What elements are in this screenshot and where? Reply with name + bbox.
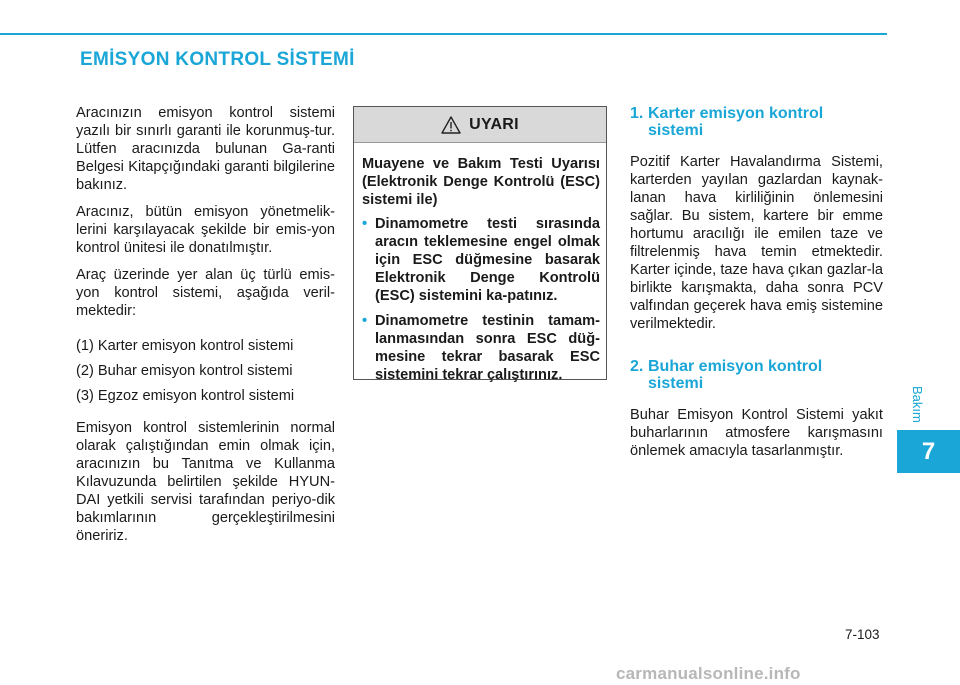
heading-text: Buhar emisyon kontrol bbox=[648, 358, 823, 375]
evaporative-paragraph: Buhar Emisyon Kontrol Sistemi yakıt buharlarının atmosfere karışmasını önlemek amacıyla tasarlanmıştır. bbox=[630, 407, 883, 459]
heading-evaporative bbox=[630, 358, 883, 392]
section-title: EMİSYON KONTROL SİSTEMİ bbox=[80, 49, 355, 70]
intro-paragraph: Aracınızın emisyon kontrol sistemi yazılı bir sınırlı garanti ile korunmuş-tur. Lütfen aracınızda bulunan Ga-ranti Belgesi Kitapçığındaki garanti bilgilerine bakınız. bbox=[76, 105, 335, 193]
warning-intro: Muayene ve Bakım Testi Uyarısı (Elektronik Denge Kontrolü (ESC) sistemi ile) bbox=[362, 156, 600, 208]
warning-header bbox=[354, 107, 606, 143]
heading-text-continued: sistemi bbox=[648, 375, 704, 392]
warning-triangle-icon bbox=[441, 116, 461, 134]
list-item: (2) Buhar emisyon kontrol sistemi bbox=[76, 363, 293, 379]
heading-number: 1. bbox=[630, 105, 644, 122]
watermark: carmanualsonline.info bbox=[616, 664, 801, 683]
warning-bullet bbox=[362, 215, 600, 305]
heading-text: Karter emisyon kontrol bbox=[648, 105, 824, 122]
header-rule bbox=[0, 33, 887, 35]
warning-bullet-text: Dinamometre testinin tamam-lanmasından sonra ESC düğ-mesine tekrar basarak ESC sistemini tekrar çalıştırınız. bbox=[375, 313, 600, 383]
warning-body bbox=[354, 143, 606, 384]
right-column bbox=[630, 105, 883, 460]
systems-paragraph: Araç üzerinde yer alan üç türlü emis-yon kontrol sistemi, aşağıda veril-mektedir: bbox=[76, 267, 335, 319]
warning-box bbox=[353, 106, 607, 383]
systems-list bbox=[76, 337, 335, 405]
chapter-side-label: Bakım bbox=[910, 386, 925, 423]
heading-number: 2. bbox=[630, 358, 644, 375]
list-item: (3) Egzoz emisyon kontrol sistemi bbox=[76, 388, 295, 404]
chapter-tab: 7 bbox=[897, 430, 960, 473]
heading-crankcase bbox=[630, 105, 883, 139]
equipment-paragraph: Aracınız, bütün emisyon yönetmelik-lerini karşılayacak şekilde bir emis-yon kontrol ünitesi ile donatılmıştır. bbox=[76, 204, 335, 256]
warning-bullet bbox=[362, 312, 600, 384]
closing-paragraph: Emisyon kontrol sistemlerinin normal olarak çalıştığından emin olmak için, aracınızın bu Tanıtma ve Kullanma Kılavuzunda belirtilen şekilde HYUN-DAI yetkili servisi tarafından periyo-dik bakımlarının gerçekleştirilmesini öneririz. bbox=[76, 420, 335, 544]
page-number: 7-103 bbox=[845, 627, 880, 642]
list-item: (1) Karter emisyon kontrol sistemi bbox=[76, 338, 294, 354]
bullet-dot-icon: • bbox=[362, 216, 368, 232]
crankcase-paragraph: Pozitif Karter Havalandırma Sistemi, karterden yayılan gazlardan kaynak-lanan hava kirliliğinin önlemesini sağlar. Bu sistem, kartere bir emme hortumu aracılığı ile emilen taze ve filtrelenmiş hava temin etmektedir. Karter içinde, taze hava çıkan gazlar-la birlikte karışmakta, daha sonra PCV valfından geçerek hava emiş sistemine verilmektedir. bbox=[630, 154, 883, 332]
warning-bullet-text: Dinamometre testi sırasında aracın teklemesine engel olmak için ESC düğmesine basarak Elektronik Denge Kontrolü (ESC) sistemini ka-patınız. bbox=[375, 216, 600, 304]
warning-list bbox=[362, 215, 600, 384]
left-column bbox=[76, 104, 335, 545]
warning-label: UYARI bbox=[469, 115, 519, 133]
bullet-dot-icon: • bbox=[362, 313, 368, 329]
heading-text-continued: sistemi bbox=[648, 122, 704, 139]
